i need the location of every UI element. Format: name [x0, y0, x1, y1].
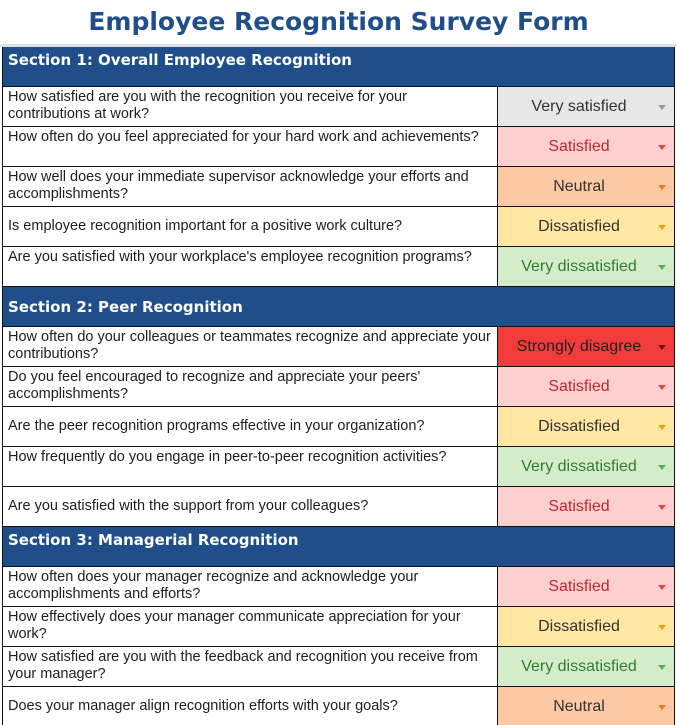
survey-row — [3, 487, 674, 527]
answer-value: Neutral — [553, 177, 605, 195]
dropdown-caret-icon[interactable] — [658, 425, 666, 430]
dropdown-caret-icon[interactable] — [658, 665, 666, 670]
question-text — [3, 247, 498, 286]
dropdown-caret-icon[interactable] — [658, 505, 666, 510]
question-label: How satisfied are you with the feedback and recognition you receive from your manager? — [8, 649, 478, 682]
answer-dropdown[interactable] — [498, 407, 674, 446]
answer-value: Dissatisfied — [538, 217, 620, 235]
dropdown-caret-icon[interactable] — [658, 265, 666, 270]
survey-row — [3, 247, 674, 287]
survey-row — [3, 607, 674, 647]
question-label: Do you feel encouraged to recognize and appreciate your peers' accomplishments? — [8, 369, 421, 402]
question-text — [3, 167, 498, 206]
survey-row — [3, 687, 674, 725]
answer-value: Satisfied — [548, 497, 610, 515]
answer-value: Very dissatisfied — [521, 657, 637, 675]
section-header-3: Section 3: Managerial Recognition — [3, 527, 674, 567]
question-label: How effectively does your manager communicate appreciation for your work? — [8, 609, 461, 642]
section-header-1: Section 1: Overall Employee Recognition — [3, 47, 674, 87]
question-label: How often do you feel appreciated for your hard work and achievements? — [8, 129, 479, 145]
answer-value: Very satisfied — [531, 97, 627, 115]
question-label: Is employee recognition important for a positive work culture? — [8, 218, 403, 234]
dropdown-caret-icon[interactable] — [658, 585, 666, 590]
survey-row — [3, 327, 674, 367]
answer-dropdown[interactable] — [498, 87, 674, 126]
question-label: Are you satisfied with your workplace's employee recognition programs? — [8, 249, 472, 265]
section-header-2: Section 2: Peer Recognition — [3, 287, 674, 327]
dropdown-caret-icon[interactable] — [658, 345, 666, 350]
dropdown-caret-icon[interactable] — [658, 145, 666, 150]
question-label: How frequently do you engage in peer-to-peer recognition activities? — [8, 449, 447, 465]
page-title: Employee Recognition Survey Form — [88, 7, 589, 36]
dropdown-caret-icon[interactable] — [658, 225, 666, 230]
answer-dropdown[interactable] — [498, 647, 674, 686]
answer-dropdown[interactable] — [498, 607, 674, 646]
question-text — [3, 447, 498, 486]
answer-value: Neutral — [553, 697, 605, 715]
question-text — [3, 607, 498, 646]
survey-row — [3, 207, 674, 247]
question-text — [3, 87, 498, 126]
answer-value: Satisfied — [548, 577, 610, 595]
answer-dropdown[interactable] — [498, 327, 674, 366]
question-label: How satisfied are you with the recognition you receive for your contributions at work? — [8, 89, 407, 122]
answer-dropdown[interactable] — [498, 687, 674, 725]
dropdown-caret-icon[interactable] — [658, 705, 666, 710]
answer-dropdown[interactable] — [498, 567, 674, 606]
dropdown-caret-icon[interactable] — [658, 465, 666, 470]
question-label: Are you satisfied with the support from your colleagues? — [8, 498, 369, 514]
survey-row — [3, 167, 674, 207]
question-text — [3, 647, 498, 686]
survey-row — [3, 367, 674, 407]
answer-dropdown[interactable] — [498, 447, 674, 486]
question-label: Are the peer recognition programs effective in your organization? — [8, 418, 425, 434]
answer-dropdown[interactable] — [498, 127, 674, 166]
answer-dropdown[interactable] — [498, 367, 674, 406]
question-text — [3, 207, 498, 246]
survey-row — [3, 407, 674, 447]
dropdown-caret-icon[interactable] — [658, 625, 666, 630]
answer-value: Very dissatisfied — [521, 257, 637, 275]
question-label: How well does your immediate supervisor acknowledge your efforts and accomplishments? — [8, 169, 469, 202]
answer-value: Satisfied — [548, 137, 610, 155]
survey-table — [2, 47, 675, 725]
answer-value: Dissatisfied — [538, 617, 620, 635]
answer-value: Strongly disagree — [516, 337, 642, 355]
question-text — [3, 567, 498, 606]
survey-row — [3, 647, 674, 687]
question-label: How often do your colleagues or teammates recognize and appreciate your contributions? — [8, 329, 491, 362]
survey-row — [3, 447, 674, 487]
survey-row — [3, 87, 674, 127]
question-label: Does your manager align recognition efforts with your goals? — [8, 698, 398, 714]
answer-dropdown[interactable] — [498, 247, 674, 286]
answer-value: Satisfied — [548, 377, 610, 395]
survey-row — [3, 567, 674, 607]
question-text — [3, 487, 498, 526]
answer-dropdown[interactable] — [498, 487, 674, 526]
answer-dropdown[interactable] — [498, 207, 674, 246]
answer-value: Dissatisfied — [538, 417, 620, 435]
question-text — [3, 327, 498, 366]
survey-row — [3, 127, 674, 167]
dropdown-caret-icon[interactable] — [658, 105, 666, 110]
question-text — [3, 687, 498, 725]
question-label: How often does your manager recognize and acknowledge your accomplishments and efforts? — [8, 569, 419, 602]
dropdown-caret-icon[interactable] — [658, 185, 666, 190]
answer-value: Very dissatisfied — [521, 457, 637, 475]
question-text — [3, 407, 498, 446]
answer-dropdown[interactable] — [498, 167, 674, 206]
question-text — [3, 367, 498, 406]
dropdown-caret-icon[interactable] — [658, 385, 666, 390]
question-text — [3, 127, 498, 166]
